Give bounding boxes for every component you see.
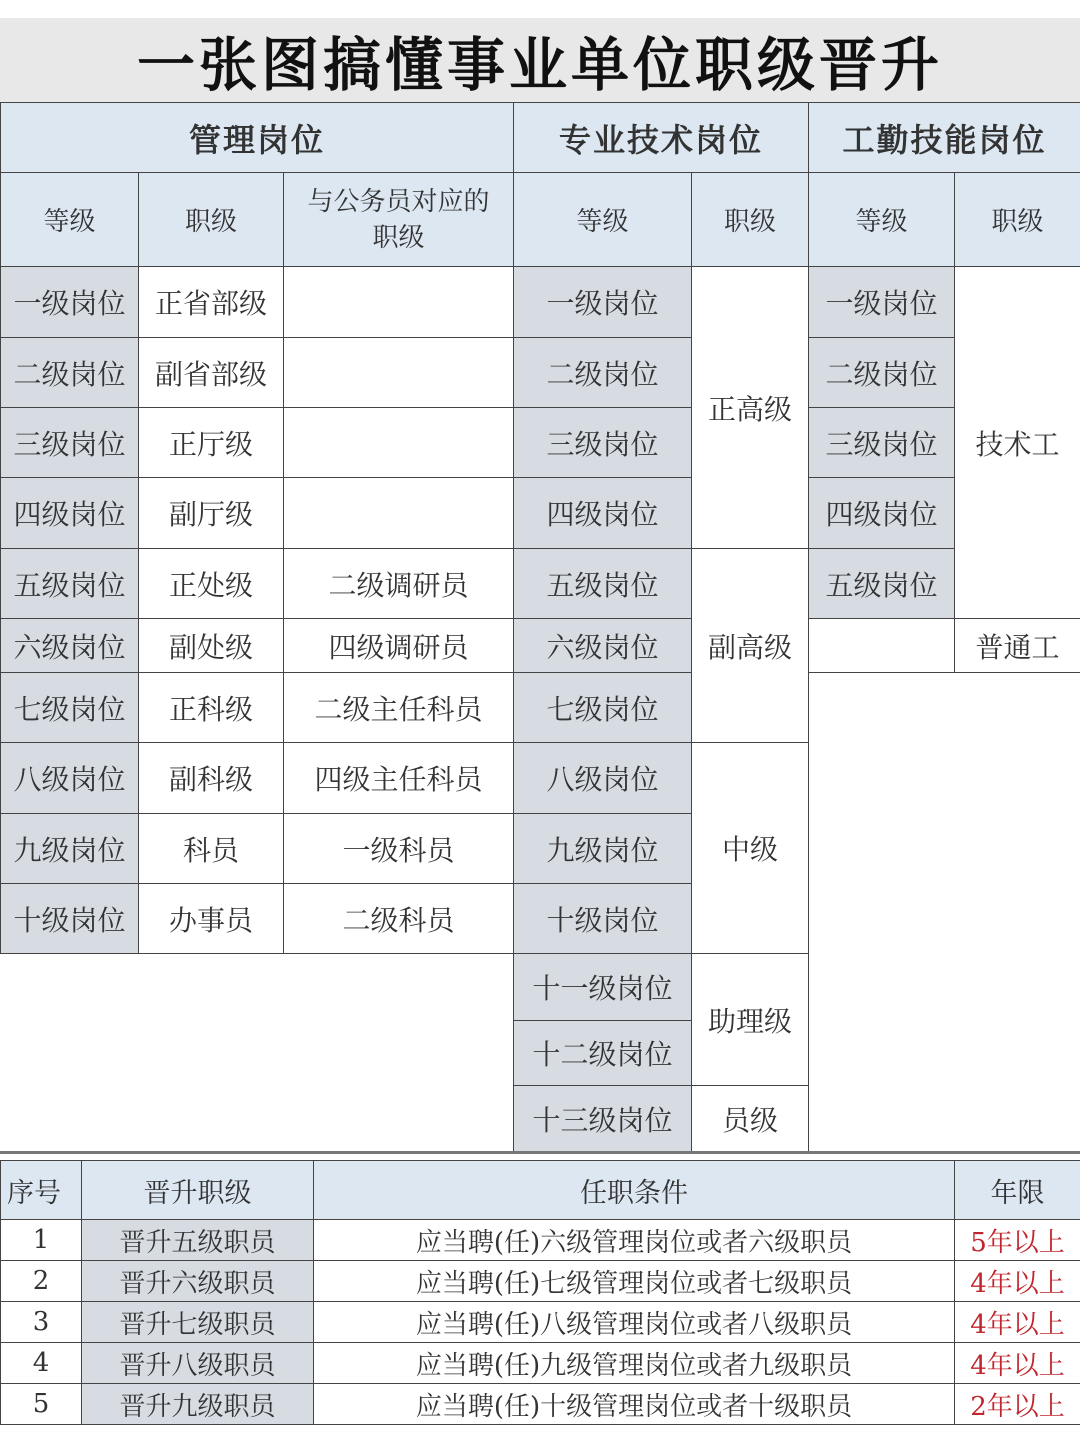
- row-condition: 应当聘(任)六级管理岗位或者六级职员: [314, 1220, 955, 1261]
- pro-grade: 九级岗位: [514, 814, 692, 884]
- mgmt-rank: 副厅级: [139, 478, 284, 549]
- mgmt-civil: 四级主任科员: [284, 743, 514, 814]
- pro-grade: 四级岗位: [514, 478, 692, 549]
- mgmt-grade: 二级岗位: [1, 338, 139, 408]
- promotion-table: [0, 1160, 1080, 1425]
- row-no: 5: [1, 1384, 82, 1425]
- row-condition: 应当聘(任)八级管理岗位或者八级职员: [314, 1302, 955, 1343]
- rank-table: [0, 102, 1080, 1153]
- row-level: 晋升九级职员: [82, 1384, 314, 1425]
- mgmt-rank: 副处级: [139, 619, 284, 673]
- row-no: 2: [1, 1261, 82, 1302]
- row-level: 晋升八级职员: [82, 1343, 314, 1384]
- category-skilled: 工勤技能岗位: [809, 103, 1080, 173]
- category-professional: 专业技术岗位: [514, 103, 809, 173]
- mgmt-civil: [284, 408, 514, 478]
- mgmt-rank: 正省部级: [139, 267, 284, 338]
- pro-grade: 五级岗位: [514, 549, 692, 619]
- divider: [0, 1151, 1080, 1154]
- table-row: [1, 1384, 1080, 1425]
- row-years: 4年以上: [955, 1261, 1080, 1302]
- row-level: 晋升七级职员: [82, 1302, 314, 1343]
- row-condition: 应当聘(任)十级管理岗位或者十级职员: [314, 1384, 955, 1425]
- header-pro-rank: 职级: [692, 173, 809, 267]
- mgmt-civil: 二级科员: [284, 884, 514, 954]
- mgmt-civil: 二级主任科员: [284, 673, 514, 743]
- mgmt-civil: [284, 478, 514, 549]
- pro-grade: 七级岗位: [514, 673, 692, 743]
- page-title: 一张图搞懂事业单位职级晋升: [0, 18, 1080, 102]
- header-mgmt-rank: 职级: [139, 173, 284, 267]
- blank-area: [809, 673, 1080, 1153]
- row-years: 4年以上: [955, 1302, 1080, 1343]
- mgmt-grade: 六级岗位: [1, 619, 139, 673]
- pro-grade: 十级岗位: [514, 884, 692, 954]
- pro-grade: 八级岗位: [514, 743, 692, 814]
- pro-grade: 六级岗位: [514, 619, 692, 673]
- row-no: 3: [1, 1302, 82, 1343]
- header-no: 序号: [1, 1161, 82, 1220]
- pro-rank: 副高级: [692, 549, 809, 743]
- row-years: 4年以上: [955, 1343, 1080, 1384]
- row-condition: 应当聘(任)七级管理岗位或者七级职员: [314, 1261, 955, 1302]
- mgmt-rank: 正厅级: [139, 408, 284, 478]
- table-row: [1, 1343, 1080, 1384]
- mgmt-grade: 十级岗位: [1, 884, 139, 954]
- mgmt-civil: 四级调研员: [284, 619, 514, 673]
- mgmt-civil: [284, 267, 514, 338]
- row-years: 2年以上: [955, 1384, 1080, 1425]
- pro-rank: 中级: [692, 743, 809, 954]
- pro-grade: 十一级岗位: [514, 954, 692, 1021]
- header-pro-grade: 等级: [514, 173, 692, 267]
- mgmt-rank: 副科级: [139, 743, 284, 814]
- mgmt-rank: 正处级: [139, 549, 284, 619]
- mgmt-rank: 副省部级: [139, 338, 284, 408]
- mgmt-rank: 正科级: [139, 673, 284, 743]
- pro-grade: 二级岗位: [514, 338, 692, 408]
- table-row: [1, 1302, 1080, 1343]
- header-skill-grade: 等级: [809, 173, 955, 267]
- mgmt-grade: 五级岗位: [1, 549, 139, 619]
- row-condition: 应当聘(任)九级管理岗位或者九级职员: [314, 1343, 955, 1384]
- header-condition: 任职条件: [314, 1161, 955, 1220]
- skill-grade: 二级岗位: [809, 338, 955, 408]
- header-mgmt-grade: 等级: [1, 173, 139, 267]
- header-mgmt-civil: 与公务员对应的职级: [284, 173, 514, 267]
- pro-grade: 十二级岗位: [514, 1021, 692, 1086]
- mgmt-civil: 一级科员: [284, 814, 514, 884]
- skill-grade: 五级岗位: [809, 549, 955, 619]
- mgmt-grade: 四级岗位: [1, 478, 139, 549]
- mgmt-civil: 二级调研员: [284, 549, 514, 619]
- mgmt-civil: [284, 338, 514, 408]
- skill-grade: 一级岗位: [809, 267, 955, 338]
- skill-rank: 技术工: [955, 267, 1080, 619]
- mgmt-grade: 一级岗位: [1, 267, 139, 338]
- header-skill-rank: 职级: [955, 173, 1080, 267]
- table-row: [1, 1220, 1080, 1261]
- pro-rank: 员级: [692, 1086, 809, 1153]
- header-level: 晋升职级: [82, 1161, 314, 1220]
- row-level: 晋升六级职员: [82, 1261, 314, 1302]
- skill-rank: 普通工: [955, 619, 1080, 673]
- table-row: [1, 1261, 1080, 1302]
- category-management: 管理岗位: [1, 103, 514, 173]
- mgmt-grade: 九级岗位: [1, 814, 139, 884]
- header-years: 年限: [955, 1161, 1080, 1220]
- mgmt-rank: 科员: [139, 814, 284, 884]
- row-years: 5年以上: [955, 1220, 1080, 1261]
- pro-rank: 助理级: [692, 954, 809, 1086]
- row-no: 1: [1, 1220, 82, 1261]
- pro-grade: 三级岗位: [514, 408, 692, 478]
- skill-grade: 四级岗位: [809, 478, 955, 549]
- pro-grade: 十三级岗位: [514, 1086, 692, 1153]
- skill-grade-empty: [809, 619, 955, 673]
- pro-grade: 一级岗位: [514, 267, 692, 338]
- mgmt-rank: 办事员: [139, 884, 284, 954]
- skill-grade: 三级岗位: [809, 408, 955, 478]
- mgmt-grade: 三级岗位: [1, 408, 139, 478]
- row-no: 4: [1, 1343, 82, 1384]
- mgmt-grade: 八级岗位: [1, 743, 139, 814]
- blank-area: [1, 954, 514, 1153]
- mgmt-grade: 七级岗位: [1, 673, 139, 743]
- pro-rank: 正高级: [692, 267, 809, 549]
- row-level: 晋升五级职员: [82, 1220, 314, 1261]
